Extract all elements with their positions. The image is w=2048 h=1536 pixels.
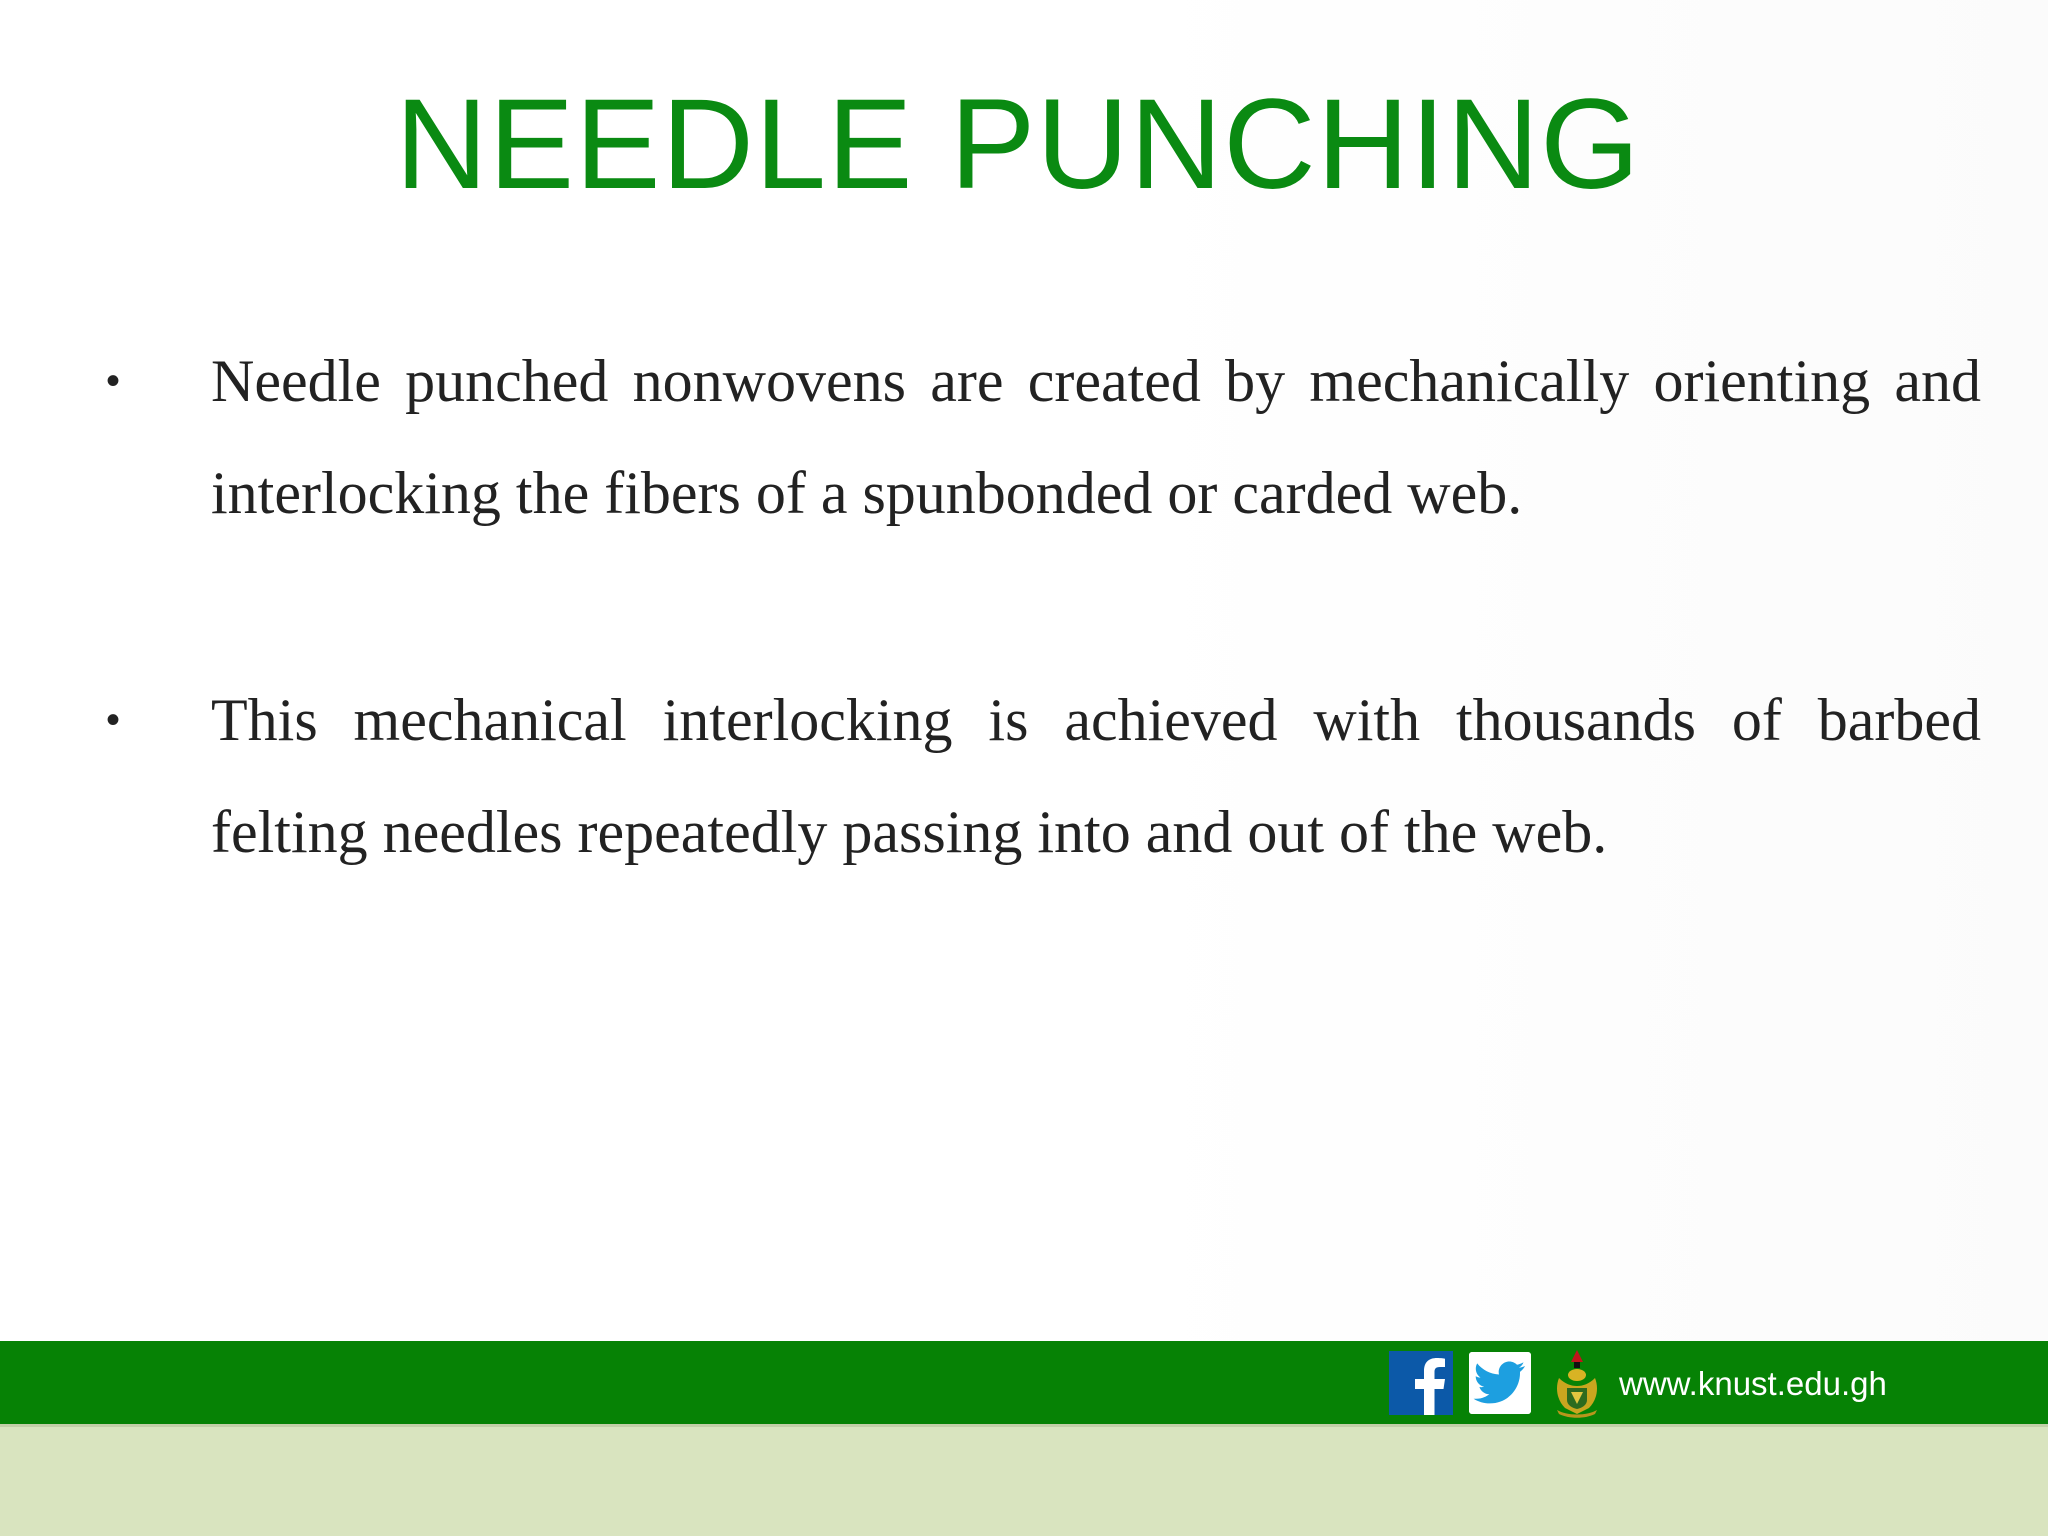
bullet-text: This mechanical interlocking is achieved with thousands of barbed felting needles repeatedly passing into and out of the web. xyxy=(211,687,1981,865)
facebook-icon[interactable] xyxy=(1389,1351,1453,1415)
footer-band xyxy=(0,1427,2048,1536)
website-link[interactable]: www.knust.edu.gh xyxy=(1619,1365,1887,1402)
bullet-marker: • xyxy=(106,698,121,742)
bullet-text: Needle punched nonwovens are created by mechanically orienting and interlocking the fibers of a spunbonded or carded web. xyxy=(211,348,1981,526)
twitter-icon[interactable] xyxy=(1469,1352,1531,1414)
bullet-marker: • xyxy=(106,359,121,403)
knust-crest-icon xyxy=(1553,1348,1601,1418)
slide-title: NEEDLE PUNCHING xyxy=(395,73,1641,216)
